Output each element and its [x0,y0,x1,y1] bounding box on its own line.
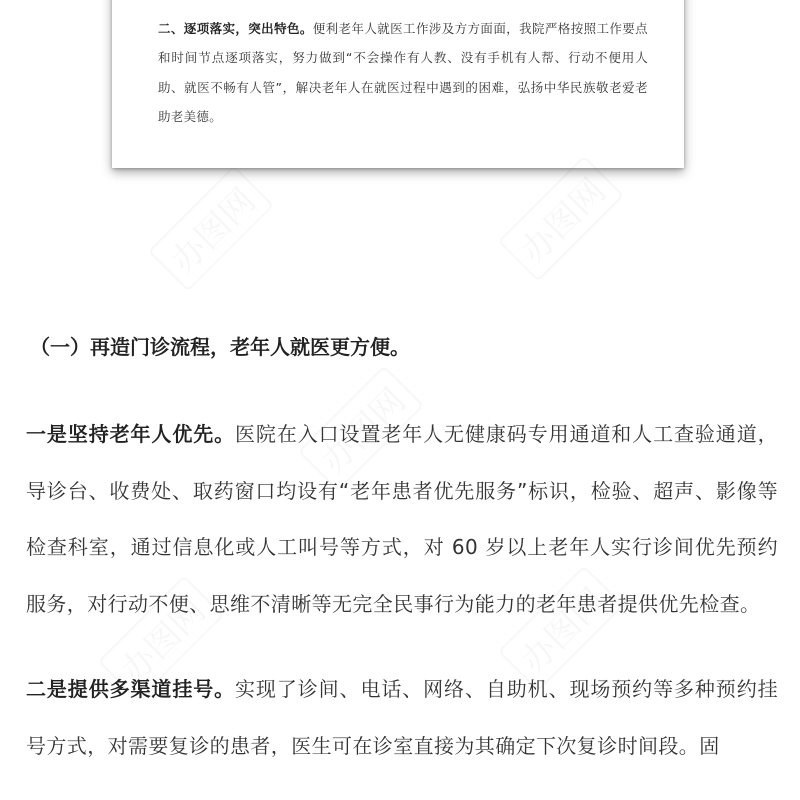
body-paragraph [26,661,778,774]
watermark [498,155,625,282]
paragraph-body: 实现了诊间、电话、网络、自助机、现场预约等多种预约挂号方式，对需要复诊的患者，医生可在诊室直接为其确定下次复诊时间段。固 [26,677,778,758]
paragraph-heading: 一是坚持老年人优先。 [26,422,236,446]
document-page-preview [112,0,684,168]
section-subheading: （一）再造门诊流程，老年人就医更方便。 [30,335,410,359]
document-top-line [158,0,648,2]
paragraph-body: 便利老年人就医工作涉及方方面面，我院严格按照工作要点和时间节点逐项落实，努力做到“不会操作有人教、没有手机有人帮、行动不便用人助、就医不畅有人管”，解决老年人在就医过程中遇到的困难，弘扬中华民族敬老爱老助老美德。 [158,20,648,124]
body-paragraph [26,406,778,632]
paragraph-heading: 二是提供多渠道挂号。 [26,677,236,701]
watermark [148,165,275,292]
paragraph-body: 医院在入口设置老年人无健康码专用通道和人工查验通道，导诊台、收费处、取药窗口均设有“老年患者优先服务”标识，检验、超声、影像等检查科室，通过信息化或人工叫号等方式，对 60 岁以上老年人实行诊间优先预约服务，对行动不便、思维不清晰等无完全民事行为能力的老年患者提供优先检查。 [26,422,778,616]
document-page-content [158,0,648,132]
paragraph-heading: 二、逐项落实，突出特色。 [158,20,313,36]
main-content [26,322,778,774]
document-paragraph [158,14,648,132]
